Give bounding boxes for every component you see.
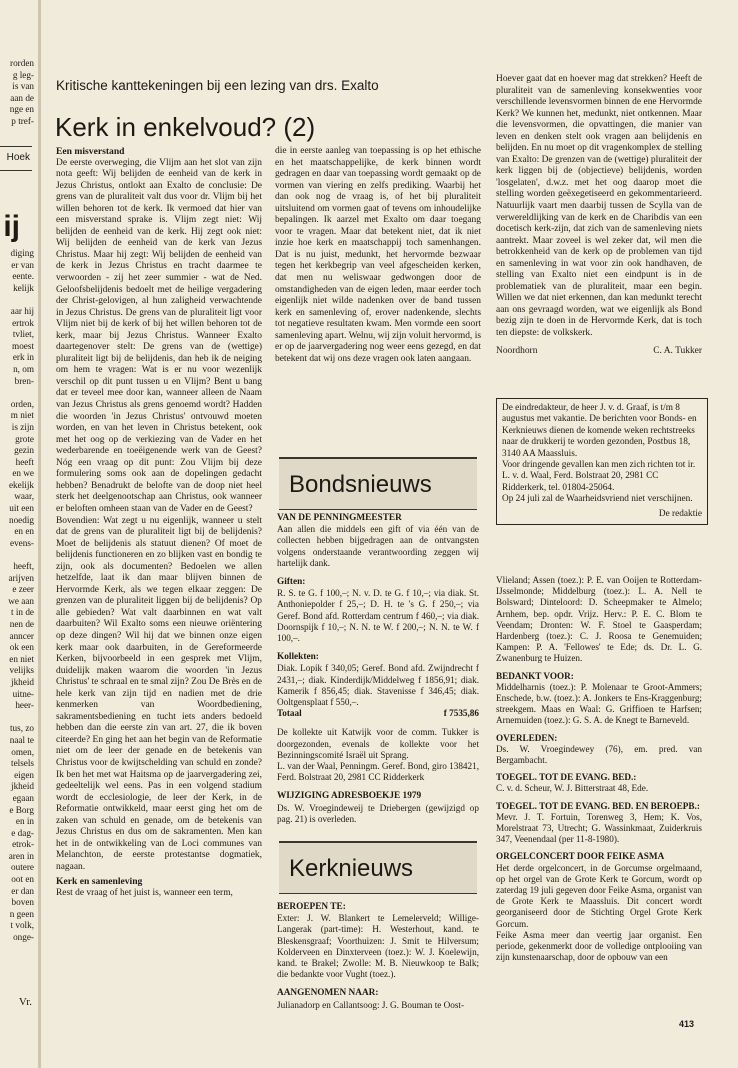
edge-line: naal te bbox=[9, 734, 34, 745]
paragraph: Feike Asma meer dan veertig jaar organist. Een periode, gekenmerkt door de volledige ontplooiing van zijn kunstenaarschap, door de opbouw van een bbox=[496, 929, 702, 963]
notice-signature: De redaktie bbox=[658, 508, 702, 519]
edge-line: is zijn bbox=[11, 421, 34, 432]
section-heading: Een misverstand bbox=[56, 146, 125, 157]
paragraph: Ds. W. Vroegindeweij te Driebergen (gewijzigd op pag. 21) is overleden. bbox=[277, 802, 479, 824]
edge-line: anncer bbox=[9, 630, 34, 641]
edge-line: ok een bbox=[9, 642, 34, 653]
edge-line: ekelijk bbox=[8, 479, 34, 490]
edge-vr: Vr. bbox=[18, 996, 32, 1008]
edge-line: heeft, bbox=[13, 561, 34, 572]
sub-heading: BEDANKT VOOR: bbox=[496, 670, 574, 681]
edge-line: gezin bbox=[14, 445, 34, 456]
edge-line: p tref- bbox=[11, 115, 34, 126]
paragraph: C. v. d. Scheur, W. J. Bitterstraat 48, Ede. bbox=[496, 783, 649, 794]
edge-line: arijven bbox=[8, 572, 34, 583]
edge-line: etrok- bbox=[12, 839, 34, 850]
sub-heading: Giften: bbox=[277, 577, 306, 588]
sub-heading: WIJZIGING ADRESBOEKJE 1979 bbox=[277, 791, 422, 802]
article-title: Kerk in enkelvoud? (2) bbox=[55, 112, 316, 142]
edge-line: diging bbox=[10, 248, 34, 258]
paragraph: die in eerste aanleg van toepassing is op het ethische en het maatschappelijke, de kerk binnen wordt gedragen en daar van toepassing wordt gemaakt op de vormen van viering en zelfs prediking. Waarbij het dan ook nog de vraag is, of het bij pluraliteit uitsluitend om vormen gaat of tevens om inhoudelijke bepalingen. Ik aarzel met Exalto om daar toegang voor te vragen. Maar dat betekent niet, dat ik niet inzie hoe kerk en maatschappij toch samenhangen. Dat is nu juist, medunkt, het hervormde bezwaar tegen het kerkbegrip van veel afgescheiden kerken, dat men nu weliswaar gedwongen door de omstandigheden van de eigen leden, maar eerder toch eigenlijk niet wilde nadenken over de band tussen kerk en samenleving of, erover nadenkende, slechts tot negatieve resultaten kwam. Men vormde een soort samenleving apart. Welnu, wij zijn voluit hervormd, is er op de jaarvergadering nog weer eens gezegd, en dat betekent dat wij ons deze vragen ook laten aangaan. bbox=[275, 146, 481, 364]
bondsnieuws-banner bbox=[279, 457, 477, 510]
sub-heading: Kollekten: bbox=[277, 652, 319, 663]
edge-line: m niet bbox=[10, 410, 34, 421]
banner-title: Kerknieuws bbox=[289, 855, 414, 882]
paragraph: Hoever gaat dat en hoever mag dat strekken? Heeft de pluraliteit van de samenleving konsekwenties voor verschillende levensvormen binnen de ene Hervormde Kerk? We kunnen het, medunkt, niet ontkennen. Maar die levensvormen, die opvattingen, die manier van leven en denken stelt ook vragen aan belijdenis en belijden. En nu moet op dit vragenkomplex de stelling van Exalto: De grenzen van de (wettige) pluraliteit der kerk liggen bij de (objectieve) belijdenis, worden 'losgelaten', d.w.z. met het oog daarop moet die stelling worden geëxegetiseerd en gekommentarieerd. Natuurlijk vaart men daarbij tussen de Scylla van de verwereldlijking van de kerk en de Charibdis van een docetisch kerk-zijn, dat zich van de samenleving niets aantrekt. Maar zoveel is wel zeker dat, wil men die betrokkenheid van de kerk op de problemen van tijd en samenleving in wat voor zin ook handhaven, de stelling van Exalto niet een eindpunt is in de problematiek van de pluraliteit, maar een begin. Willen we dat niet erkennen, dan kan medunkt terecht aan ons gevraagd worden, wat we eigenlijk als Bond bezig zijn te doen in de Hervormde Kerk, dat is toch ten diepste: de volkskerk. bbox=[496, 74, 702, 339]
sub-heading: TOEGEL. TOT DE EVANG. BED. EN BEROEPB.: bbox=[496, 800, 700, 811]
editorial-notice-box bbox=[496, 398, 708, 525]
paragraph: Aan allen die middels een gift of via één van de collecten hebben bijgedragen aan de ontvangsten volgens onderstaande verantwoording zeggen wij hartelijk dank. bbox=[277, 524, 479, 568]
sub-heading: AANGENOMEN NAAR: bbox=[277, 988, 379, 999]
edge-line: bren- bbox=[14, 375, 34, 386]
edge-place: Hoek bbox=[6, 152, 30, 163]
edge-line: uit een bbox=[9, 503, 34, 514]
article-column-3 bbox=[496, 74, 702, 357]
sign-author: C. A. Tukker bbox=[653, 345, 702, 356]
edge-line: en we bbox=[12, 468, 34, 479]
edge-line: t in de bbox=[11, 607, 34, 618]
edge-line: grote bbox=[15, 433, 34, 444]
left-edge-column bbox=[0, 58, 34, 128]
edge-line: e Borg bbox=[9, 804, 34, 815]
edge-line: nge en bbox=[9, 104, 34, 115]
edge-line bbox=[0, 712, 34, 724]
paragraph: Bovendien: Wat zegt u nu eigenlijk, wanneer u stelt dat de grens van de pluraliteit ligt bij de belijdenis? Moet de belijdenis als statuut dienen? Of moet de belijdenis functioneren en zo blijken vast en bondig te zijn, ook als documenten? Bedoelen we allen hetzelfde, laat ik dan maar blijven binnen de Hervormde Kerk, als we tegen elkaar zeggen: De grenzen van de pluraliteit liggen bij de belijdenis? Op alle gebieden? Wat valt daarbinnen en wat valt daarbuiten? Wil Exalto soms een nieuwe oriëntering op deze dingen? Wil hij dat we binnen onze eigen kerk maar ook daarbuiten, in de Gereformeerde Kerken, bijvoorbeeld in een gesprek met Vlijm, duidelijk maken waarom die woorden 'in Jezus Christus' te schraal en te smal zijn? Zou De Brès en de hele kerk van zijn tijd en nadien met de drie kenmerken van Woordbediening, sakramentsbediening en tucht iets anders bedoeld hebben dan die eerste zin van art. 27, die ik boven citeerde? En ging het aan het begin van de Reformatie niet om de leer der genade en de betekenis van Christus voor de kwijtschelding van schuld en zonde? Ik ben het met wat Haitsma op de jaarvergadering zei, gedeeltelijk wel eens. Pas in een volgend stadium wordt de ecclesiologie, de leer der Kerk, in de Reformatie ontwikkeld, maar eerst ging het om de zaken van schuld en genade, om de betekenis van Jezus Christus en dus om de sakramenten. Men kan het in de ontwikkeling van de Loci communes van Melanchton, de eerste protestantse dogmatiek, nagaan. bbox=[56, 515, 262, 872]
total-label: Totaal bbox=[277, 708, 302, 719]
edge-line: nen de bbox=[9, 619, 34, 629]
paragraph: Het derde orgelconcert, in de Gorcumse orgelmaand, op het orgel van de Grote Kerk te Gorcum, wordt op zaterdag 19 juli gegeven door Feike Asma, organist van de Grote Kerk te Maassluis. Dit concert wordt georganiseerd door de Stichting Orgel Grote Kerk Gorcum. bbox=[496, 862, 702, 929]
article-kicker: Kritische kanttekeningen bij een lezing van drs. Exalto bbox=[56, 78, 379, 93]
paragraph: Middelharnis (toez.): P. Molenaar te Groot-Ammers; Enschede, b.w. (toez.): A. Jonkers te Ens-Kraggenburg; streekgem. Maas en Waal: G. Griffioen te Harfsen; Arnemuiden (toez.): G. S. A. de Knegt te Barneveld. bbox=[496, 681, 702, 726]
edge-line: heeft bbox=[15, 456, 34, 467]
edge-line: n geen bbox=[9, 908, 34, 919]
edge-headline-fragment: ij bbox=[3, 210, 20, 243]
edge-line: ertrok bbox=[12, 317, 34, 328]
edge-line: onge- bbox=[13, 932, 34, 943]
edge-line: e zeer bbox=[12, 584, 34, 595]
edge-line: telsels bbox=[11, 758, 34, 769]
total-row bbox=[277, 708, 479, 719]
edge-line: n, om bbox=[13, 363, 34, 374]
paragraph: Rest de vraag of het juist is, wanneer een term, bbox=[56, 888, 233, 898]
section-heading: Kerk en samenleving bbox=[56, 876, 143, 888]
page-number: 413 bbox=[679, 1019, 695, 1029]
paragraph: Diak. Lopik f 340,05; Geref. Bond afd. Zwijndrecht f 2431,–; diak. Kinderdijk/Middelweg f 1856,91; diak. Kamerik f 856,45; diak. Stavenisse f 346,45; diak. Ooltgensplaat f 550,–. bbox=[277, 663, 479, 708]
edge-line: we aan bbox=[8, 595, 34, 606]
edge-line: velijks bbox=[9, 665, 34, 676]
edge-line: waar, bbox=[14, 491, 34, 502]
edge-rule bbox=[0, 146, 32, 147]
notice-text: De eindredakteur, de heer J. v. d. Graaf, is t/m 8 augustus met vakantie. De berichten voor Bonds- en Kerknieuws dienen de komende weken rechtstreeks naar de drukkerij te worden gezonden, Postbus 18, 3140 AA Maassluis. bbox=[502, 403, 697, 459]
edge-line: is van bbox=[12, 81, 34, 92]
edge-line: omen, bbox=[11, 746, 34, 757]
paragraph: Exter: J. W. Blankert te Lemelerveld; Willige-Langerak (part-time): H. Westerhout, kand. te Bleskensgraaf; Voorthuizen: J. Smit te Hilversum; Kolderveen en Dinxterveen (toez.): W. J. Koelewijn, kand. te Brakel; Zwolle: M. B. Nieuwkoop te Balk; die bedankte voor Vught (toez.). bbox=[277, 913, 479, 980]
paragraph: Julianadorp en Callantsoog: J. G. Bouman te Oost- bbox=[277, 999, 465, 1010]
notice-text: Voor dringende gevallen kan men zich richten tot ir. L. v. d. Waal, Ferd. Bolstraat 20, 2981 CC Ridderkerk, tel. 01804-25064. bbox=[502, 460, 696, 493]
article-column-2 bbox=[275, 146, 481, 365]
notice-text: Op 24 juli zal de Waarheidsvriend niet verschijnen. bbox=[502, 494, 693, 505]
paragraph: Vlieland; Assen (toez.): P. E. van Ooijen te Rotterdam-IJsselmonde; Middelburg (toez.): L. A. Nell te Bolsward; Dinteloord: D. Scheepmaker te Almelo; Arnhem, bep. opdr. Vrijz. Herv.: P. E. C. Blom te Veendam; Dronten: W. F. Stoel te Gaasperdam; Hardenberg (toez.): C. J. Roosa te Genemuiden; Kampen: P. A. 'Fellowes' te Ede; ds. Dr. L. G. Zwanenburg te Huizen. bbox=[496, 575, 702, 664]
sub-heading: OVERLEDEN: bbox=[496, 732, 558, 743]
edge-line: outere bbox=[11, 862, 34, 873]
edge-line: oot en bbox=[11, 874, 34, 885]
edge-line: er dan bbox=[11, 885, 34, 896]
sub-heading: BEROEPEN TE: bbox=[277, 902, 346, 912]
sub-heading: VAN DE PENNINGMEESTER bbox=[277, 513, 402, 523]
edge-line: evens- bbox=[10, 537, 34, 548]
paragraph: De kollekte uit Katwijk voor de comm. Tukker is doorgezonden, evenals de kollekte voor het Bezinningscomité Israël uit Sprang. bbox=[277, 727, 479, 760]
edge-line bbox=[0, 549, 34, 561]
edge-line: heer- bbox=[15, 700, 34, 711]
edge-line bbox=[0, 294, 34, 306]
edge-line: jkheid bbox=[11, 676, 34, 687]
paragraph: Ds. W. Vroegindewey (76), em. pred. van Bergambacht. bbox=[496, 743, 702, 766]
total-value: f 7535,86 bbox=[443, 708, 479, 719]
edge-line: eente. bbox=[12, 271, 34, 282]
edge-line: rorden bbox=[10, 58, 34, 68]
edge-line: aren in bbox=[8, 850, 34, 861]
edge-line: kelijk bbox=[13, 282, 34, 293]
banner-title: Bondsnieuws bbox=[289, 471, 432, 498]
edge-line: aar hij bbox=[10, 305, 34, 316]
edge-line: er van bbox=[11, 259, 34, 270]
paragraph: De eerste overweging, die Vlijm aan het slot van zijn nota geeft: Wij belijden de eenheid van de kerk in Jezus Christus, ontlokt aan Exalto de conclusie: De grens van de pluraliteit valt dus voor dr. Vlijm bij het willen behoren tot de kerk. Ik vermoed dat hier van een misverstand sprake is. Vlijm zegt niet: Wij belijden de eenheid van de kerk. Hij zegt ook niet: Wij belijden de eenheid van de kerk van Jezus Christus. Maar hij zegt: Wij belijden de eenheid van de kerk in Jezus Christus en tracht daarmee te verwoorden - zij het zeer summier - wat de Ned. Geloofsbelijdenis bedoelt met de heilige vergadering der Christ-gelovigen, al hun zaligheid verwachtende in Jezus Christus. De grens van de pluraliteit ligt voor Vlijm niet bij de kerk of bij het willen behoren tot de kerk, maar bij Jezus Christus. Wanneer Exalto daartegenover stelt: De grens van de (wettige) pluraliteit ligt bij de belijdenis, dan heb ik de neiging om hem te vragen: Wat is er nu voor wezenlijk verschil op dit punt tussen u en Vlijm? Bent u bang dat er teveel mee door kan, wanneer alleen de Naam van Jezus Christus als grens genoemd wordt? Hadden die woorden 'in Jezus Christus' ontvouwd moeten worden, en van het leven in Christus betekent, ook met het oog op de verkiezing van de Vader en het wederbarende en toeëigenende werk van de Geest? Nóg een vraag op dit punt: Zou Vlijm bij deze formulering soms ook aan de dopelingen gedacht hebben? Benadrukt de belofte van de doop niet heel sterk het deelgenootschap aan Christus, ook wanneer er beloften omheen staan van de Vader en de Geest? bbox=[56, 157, 262, 514]
edge-line: aan de bbox=[10, 92, 34, 103]
signature-line bbox=[496, 346, 702, 358]
edge-line: t volk, bbox=[10, 920, 34, 931]
paragraph: R. S. te G. f 100,–; N. v. D. te G. f 10,–; via diak. St. Anthoniepolder f 25,–; D. H. te 's G. f 250,–; via Geref. Bond afd. Rotterdam centrum f 460,–; via diak. Doornspijk f 10,–; N. N. te W. f 200,–; N. N. te W. f 100,–. bbox=[277, 588, 479, 644]
kerknieuws-section bbox=[277, 902, 479, 1011]
left-edge-column-mid bbox=[0, 248, 34, 944]
sign-place: Noordhorn bbox=[496, 345, 538, 356]
article-column-1 bbox=[56, 146, 262, 900]
edge-line: g leg- bbox=[12, 69, 34, 80]
edge-line: en niet bbox=[9, 653, 34, 664]
sub-heading: ORGELCONCERT DOOR FEIKE ASMA bbox=[496, 851, 665, 862]
edge-line: egaan bbox=[12, 792, 34, 803]
edge-line: noedig bbox=[8, 514, 34, 525]
kerknieuws-column-2 bbox=[496, 575, 702, 964]
bondsnieuws-section bbox=[277, 513, 479, 825]
edge-rule bbox=[0, 170, 32, 171]
edge-line: en in bbox=[15, 816, 34, 827]
edge-line: en en bbox=[14, 526, 34, 537]
kerknieuws-banner bbox=[279, 841, 477, 894]
paragraph: Mevr. J. T. Fortuin, Torenweg 3, Hem; K. Vos, Morelstraat 73, Utrecht; G. Wassinkmaat, Zuiderkruis 347, Veenendaal (per 11-8-1980). bbox=[496, 811, 702, 845]
paragraph: L. van der Waal, Penningm. Geref. Bond, giro 138421, Ferd. Bolstraat 20, 2981 CC Ridderkerk bbox=[277, 761, 479, 783]
edge-line bbox=[0, 387, 34, 399]
edge-line: e dag- bbox=[11, 827, 34, 838]
page-fold bbox=[38, 0, 41, 1068]
edge-line: tus, zo bbox=[10, 723, 34, 734]
edge-line: boven bbox=[11, 897, 34, 908]
edge-line: uitne- bbox=[12, 688, 34, 699]
sub-heading: TOEGEL. TOT DE EVANG. BED.: bbox=[496, 772, 637, 783]
edge-line: erk in bbox=[12, 352, 34, 363]
edge-line: jkheid bbox=[11, 781, 34, 792]
edge-line: orden, bbox=[10, 398, 34, 409]
edge-line: tvliet, bbox=[12, 329, 34, 340]
edge-line: moest bbox=[12, 340, 34, 351]
edge-line: eigen bbox=[14, 769, 34, 780]
